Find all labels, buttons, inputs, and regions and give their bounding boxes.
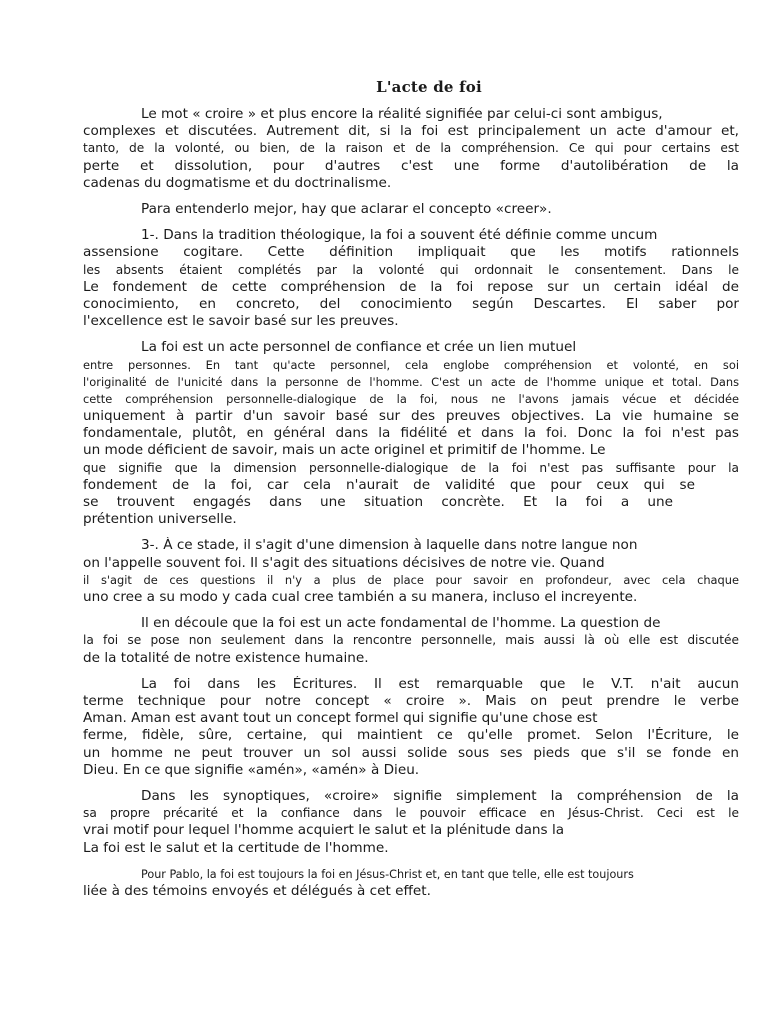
text-line: Le mot « croire » et plus encore la réalité signifiée par celui-ci sont ambigus, [141,106,663,122]
text-line: prétention universelle. [83,511,237,528]
text-line: complexes et discutées. Autrement dit, si la foi est principalement un acte d'amour et, [83,123,739,140]
text-line: La foi est le salut et la certitude de l'homme. [83,839,389,856]
text-line: uno cree a su modo y cada cual cree también a su manera, incluso el increyente. [83,589,638,606]
text-line: La foi est un acte personnel de confiance et crée un lien mutuel [141,339,577,356]
text-line: Pour Pablo, la foi est toujours la foi en Jésus-Christ et, en tant que telle, elle est toujours [141,867,634,881]
text-line: la foi se pose non seulement dans la rencontre personnelle, mais aussi là où elle est discutée [83,633,739,648]
paragraph-pablo [83,866,739,900]
text-line: cette compréhension personnelle-dialogique de la foi, nous ne l'avons jamais vécue et décidée [83,391,739,406]
text-line: les absents étaient complétés par la volonté qui ordonnait le consentement. Dans le [83,262,739,277]
paragraph-personal-act [83,339,739,528]
text-line: perte et dissolution, pour d'autres c'est une forme d'autolibération de la [83,157,739,174]
text-line: Dans les synoptiques, «croire» signifie simplement la compréhension de la [141,787,739,804]
paragraph-scriptures [83,676,739,779]
text-line: La foi dans les Écritures. Il est remarquable que le V.T. n'ait aucun [141,675,739,692]
text-line: assensione cogitare. Cette définition impliquait que les motifs rationnels [83,244,739,261]
text-line: un mode déficient de savoir, mais un acte originel et primitif de l'homme. Le [83,442,606,459]
document-page [83,78,739,909]
text-line: un homme ne peut trouver un sol aussi solide sous ses pieds que s'il se fonde en [83,744,739,761]
text-line: liée à des témoins envoyés et délégués à cet effet. [83,882,431,899]
text-line: Il en découle que la foi est un acte fondamental de l'homme. La question de [141,615,661,632]
text-line: de la totalité de notre existence humaine. [83,649,369,666]
paragraph-dimension [83,537,739,606]
text-line: uniquement à partir d'un savoir basé sur des preuves objectives. La vie humaine se [83,408,739,425]
paragraph-consequence [83,615,739,667]
text-line: se trouvent engagés dans une situation concrète. Et la foi a une [83,494,673,511]
paragraph-synoptics [83,788,739,857]
text-line: fondamentale, plutôt, en général dans la fidélité et dans la foi. Donc la foi n'est pas [83,425,739,442]
text-line: l'originalité de l'unicité dans la personne de l'homme. C'est un acte de l'homme unique et total. Dans [83,374,739,389]
text-line: 3-. À ce stade, il s'agit d'une dimension à laquelle dans notre langue non [141,537,638,554]
paragraph-intro [83,106,739,192]
text-line: Aman. Aman est avant tout un concept formel qui signifie qu'une chose est [83,710,598,727]
text-line: entre personnes. En tant qu'acte personnel, cela englobe compréhension et volonté, en soi [83,357,739,372]
text-line: on l'appelle souvent foi. Il s'agit des situations décisives de notre vie. Quand [83,554,605,571]
document-title: L'acte de foi [376,78,482,96]
text-line: cadenas du dogmatisme et du doctrinalisme. [83,174,392,191]
text-line: l'excellence est le savoir basé sur les preuves. [83,313,399,330]
text-line: terme technique pour notre concept « croire ». Mais on peut prendre le verbe [83,693,739,710]
text-line: ferme, fidèle, sûre, certaine, qui maintient ce qu'elle promet. Selon l'Écriture, le [83,727,739,744]
text-line: conocimiento, en concreto, del conocimiento según Descartes. El saber por [83,295,739,312]
text-line: tanto, de la volonté, ou bien, de la raison et de la compréhension. Ce qui pour certains est [83,141,739,156]
text-line: 1-. Dans la tradition théologique, la foi a souvent été définie comme uncum [141,227,658,244]
text-line: Le fondement de cette compréhension de la foi repose sur un certain idéal de [83,278,739,295]
text-line: que signifie que la dimension personnelle-dialogique de la foi n'est pas suffisante pour la [83,460,739,475]
text-line: Dieu. En ce que signifie «amén», «amén» à Dieu. [83,761,420,778]
text-line: Para entenderlo mejor, hay que aclarar el concepto «creer». [141,200,552,217]
text-line: vrai motif pour lequel l'homme acquiert le salut et la plénitude dans la [83,822,565,839]
paragraph-tradition [83,227,739,330]
text-line: fondement de la foi, car cela n'aurait de validité que pour ceux qui se [83,476,695,493]
text-line: sa propre précarité et la confiance dans le pouvoir efficace en Jésus-Christ. Ceci est le [83,806,739,821]
text-line: il s'agit de ces questions il n'y a plus de place pour savoir en profondeur, avec cela chaque [83,572,739,587]
paragraph-clarify [83,201,739,218]
